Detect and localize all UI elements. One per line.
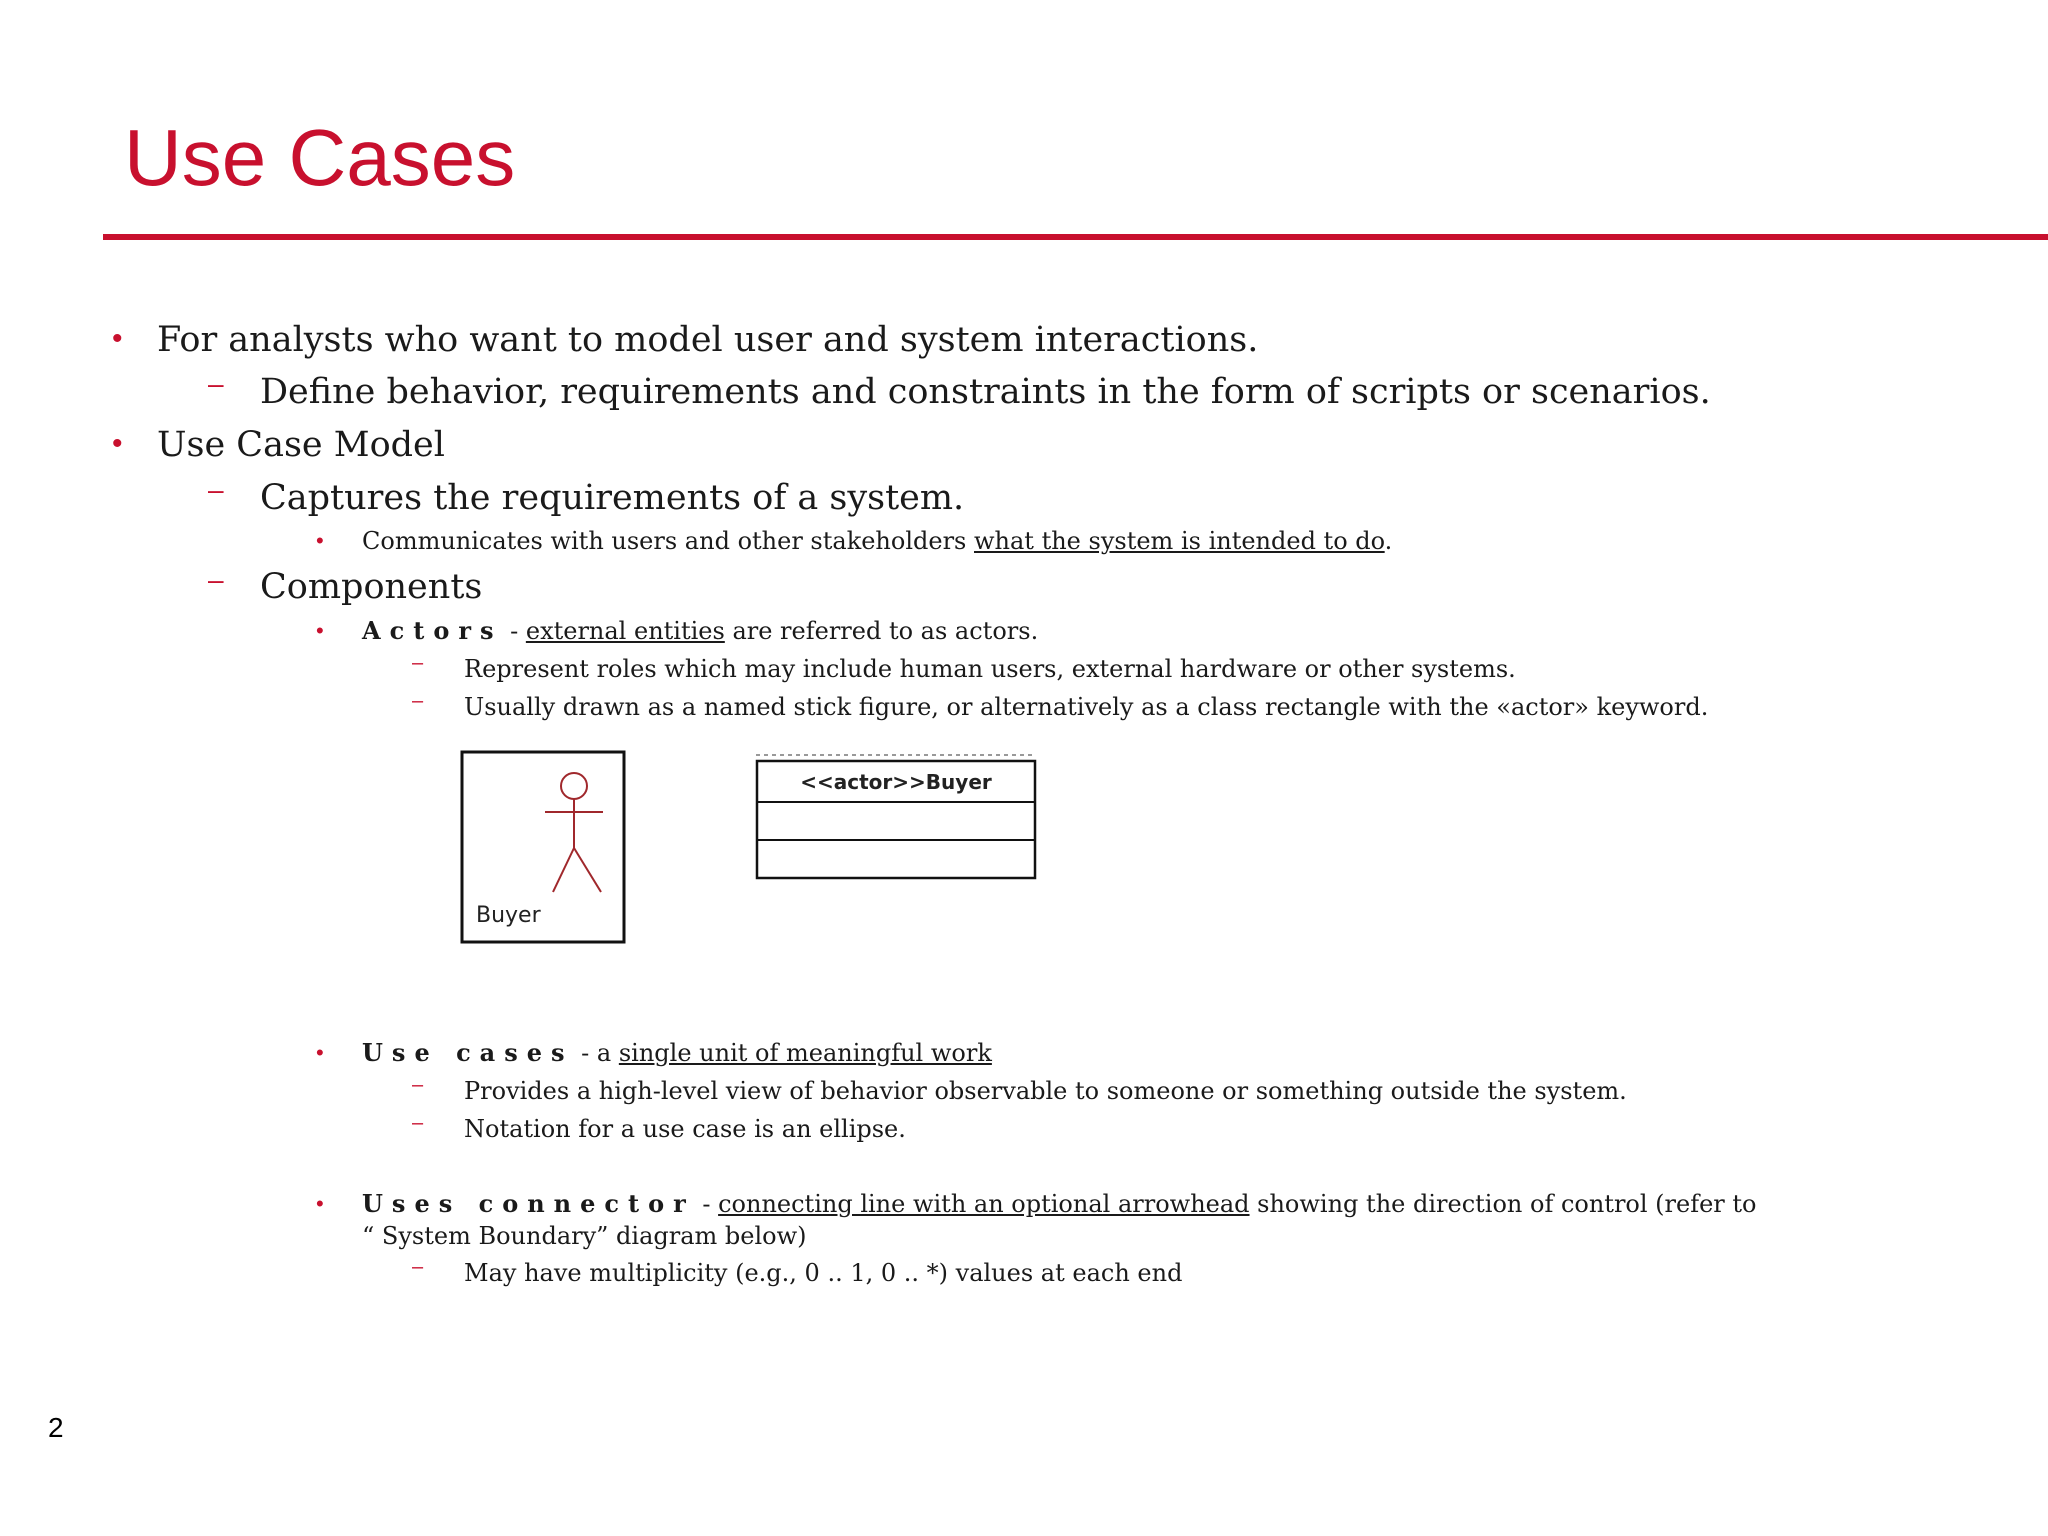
- bullet-use-cases: [362, 1039, 992, 1068]
- class-actor-label: <<actor>>Buyer: [800, 770, 992, 794]
- bullet-marker: •: [112, 322, 123, 355]
- bullet-marker: •: [316, 1191, 324, 1216]
- dash-marker: –: [208, 564, 224, 595]
- bullet-marker: •: [112, 427, 123, 460]
- bullet-components: Components: [260, 567, 483, 607]
- communicates-underlined: what the system is intended to do: [974, 527, 1385, 555]
- bullet-analysts: For analysts who want to model user and system interactions.: [157, 320, 1259, 360]
- dash-marker: –: [208, 368, 224, 399]
- dash-marker: –: [412, 652, 424, 674]
- stick-figure-actor: [460, 750, 626, 944]
- usecases-sub-view: Provides a high-level view of behavior observable to someone or something outside the system.: [464, 1077, 1627, 1105]
- uses-text: showing the direction of control (refer to: [1249, 1190, 1757, 1218]
- bullet-marker: •: [316, 618, 324, 643]
- uses-term: Uses connector: [362, 1189, 695, 1218]
- uses-separator: -: [694, 1190, 719, 1218]
- communicates-text: Communicates with users and other stakeholders: [362, 527, 974, 555]
- dash-marker: –: [208, 474, 224, 505]
- bullet-actors: [362, 617, 1038, 646]
- dash-marker: –: [412, 1074, 424, 1096]
- actors-text: are referred to as actors.: [724, 617, 1039, 645]
- bullet-captures-requirements: Captures the requirements of a system.: [260, 478, 965, 518]
- uses-continuation: “ System Boundary” diagram below): [362, 1222, 807, 1250]
- actors-term: Actors: [362, 616, 503, 645]
- actors-sub-roles: Represent roles which may include human users, external hardware or other systems.: [464, 655, 1516, 683]
- uses-underlined: connecting line with an optional arrowhead: [718, 1190, 1250, 1218]
- actors-separator: -: [502, 617, 526, 645]
- bullet-communicates: [362, 527, 1392, 556]
- stick-actor-label: Buyer: [476, 903, 541, 928]
- title-divider: [103, 234, 2048, 240]
- bullet-marker: •: [316, 528, 324, 553]
- dash-marker: –: [412, 1256, 424, 1278]
- usecases-underlined: single unit of meaningful work: [618, 1039, 992, 1067]
- slide-title: Use Cases: [124, 113, 516, 202]
- bullet-use-case-model: Use Case Model: [157, 425, 445, 465]
- usecases-term: Use cases: [362, 1038, 574, 1067]
- actors-underlined: external entities: [525, 617, 725, 645]
- usecases-sub-notation: Notation for a use case is an ellipse.: [464, 1115, 906, 1143]
- bullet-marker: •: [316, 1040, 324, 1065]
- class-actor-box: [754, 752, 1038, 880]
- usecases-separator: - a: [573, 1039, 619, 1067]
- dash-marker: –: [412, 1112, 424, 1134]
- communicates-end: .: [1384, 527, 1393, 555]
- bullet-uses-connector: [362, 1190, 1757, 1219]
- actors-sub-drawn: Usually drawn as a named stick figure, or alternatively as a class rectangle with the «actor» keyword.: [464, 693, 1709, 721]
- page-number: 2: [48, 1412, 64, 1443]
- bullet-define-behavior: Define behavior, requirements and constraints in the form of scripts or scenarios.: [260, 372, 1711, 412]
- uses-sub-multiplicity: May have multiplicity (e.g., 0 .. 1, 0 .. *) values at each end: [464, 1259, 1183, 1287]
- dash-marker: –: [412, 690, 424, 712]
